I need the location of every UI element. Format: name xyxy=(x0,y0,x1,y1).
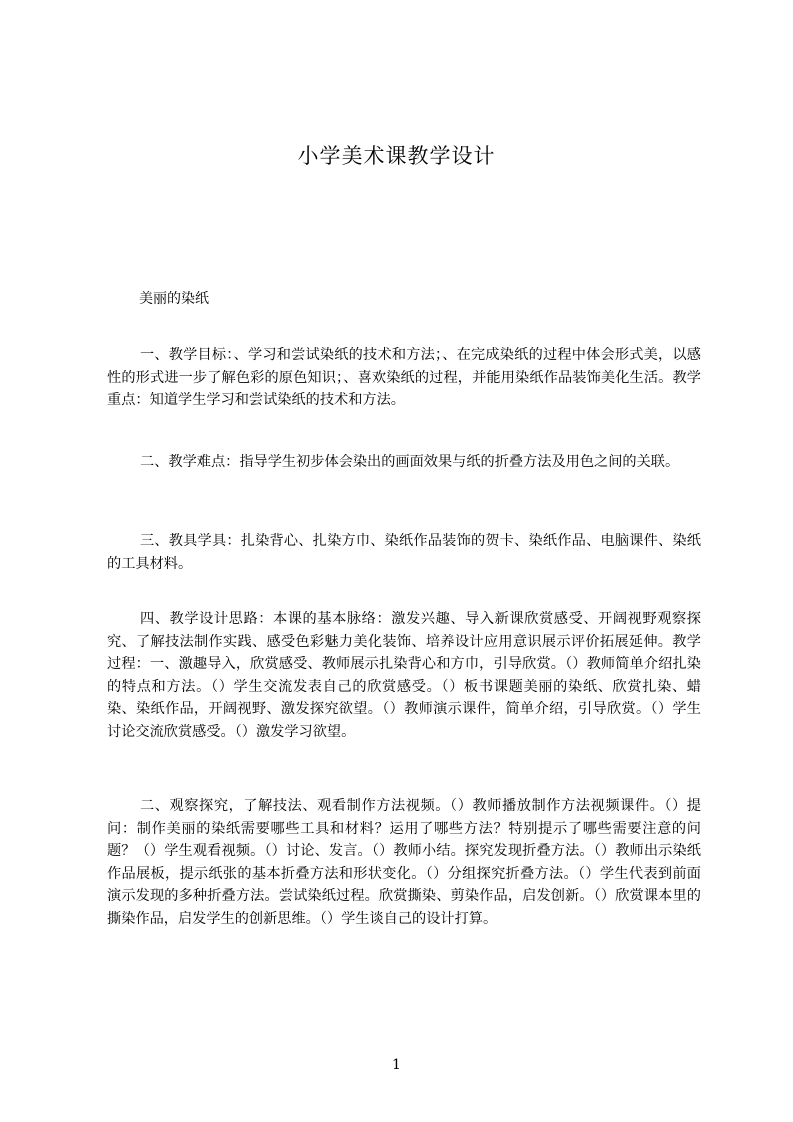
document-title: 小学美术课教学设计 xyxy=(297,144,496,168)
paragraph-objectives: 一、教学目标：、学习和尝试染纸的技术和方法；、在完成染纸的过程中体会形式美，以感性的形式进一步了解色彩的原色知识；、喜欢染纸的过程，并能用染纸作品装饰美化生活。教学重点：知道学生学习和尝试染纸的技术和方法。 xyxy=(107,347,701,409)
lesson-subtitle: 美丽的染纸 xyxy=(139,291,209,307)
paragraph-design-approach: 四、教学设计思路：本课的基本脉络：激发兴趣、导入新课欣赏感受、开阔视野观察探究、了解技法制作实践、感受色彩魅力美化装饰、培养设计应用意识展示评价拓展延伸。教学过程：一、激趣导入，欣赏感受、教师展示扎染背心和方巾，引导欣赏。（）教师简单介绍扎染的特点和方法。（）学生交流发表自己的欣赏感受。（）板书课题美丽的染纸、欣赏扎染、蜡染、染纸作品，开阔视野、激发探究欲望。（）教师演示课件，简单介绍，引导欣赏。（）学生讨论交流欣赏感受。（）激发学习欲望。 xyxy=(107,611,701,740)
paragraph-observation-inquiry: 二、观察探究，了解技法、观看制作方法视频。（）教师播放制作方法视频课件。（）提问：制作美丽的染纸需要哪些工具和材料？运用了哪些方法？特别提示了哪些需要注意的问题？（）学生观看视频。（）讨论、发言。（）教师小结。探究发现折叠方法。（）教师出示染纸作品展板，提示纸张的基本折叠方法和形状变化。（）分组探究折叠方法。（）学生代表到前面演示发现的多种折叠方法。尝试染纸过程。欣赏撕染、剪染作品，启发创新。（）欣赏课本里的撕染作品，启发学生的创新思维。（）学生谈自己的设计打算。 xyxy=(107,798,701,927)
paragraph-difficulties: 二、教学难点：指导学生初步体会染出的画面效果与纸的折叠方法及用色之间的关联。 xyxy=(140,454,680,470)
page-number: 1 xyxy=(392,1057,401,1073)
paragraph-teaching-aids: 三、教具学具：扎染背心、扎染方巾、染纸作品装饰的贺卡、染纸作品、电脑课件、染纸的工具材料。 xyxy=(107,533,701,572)
